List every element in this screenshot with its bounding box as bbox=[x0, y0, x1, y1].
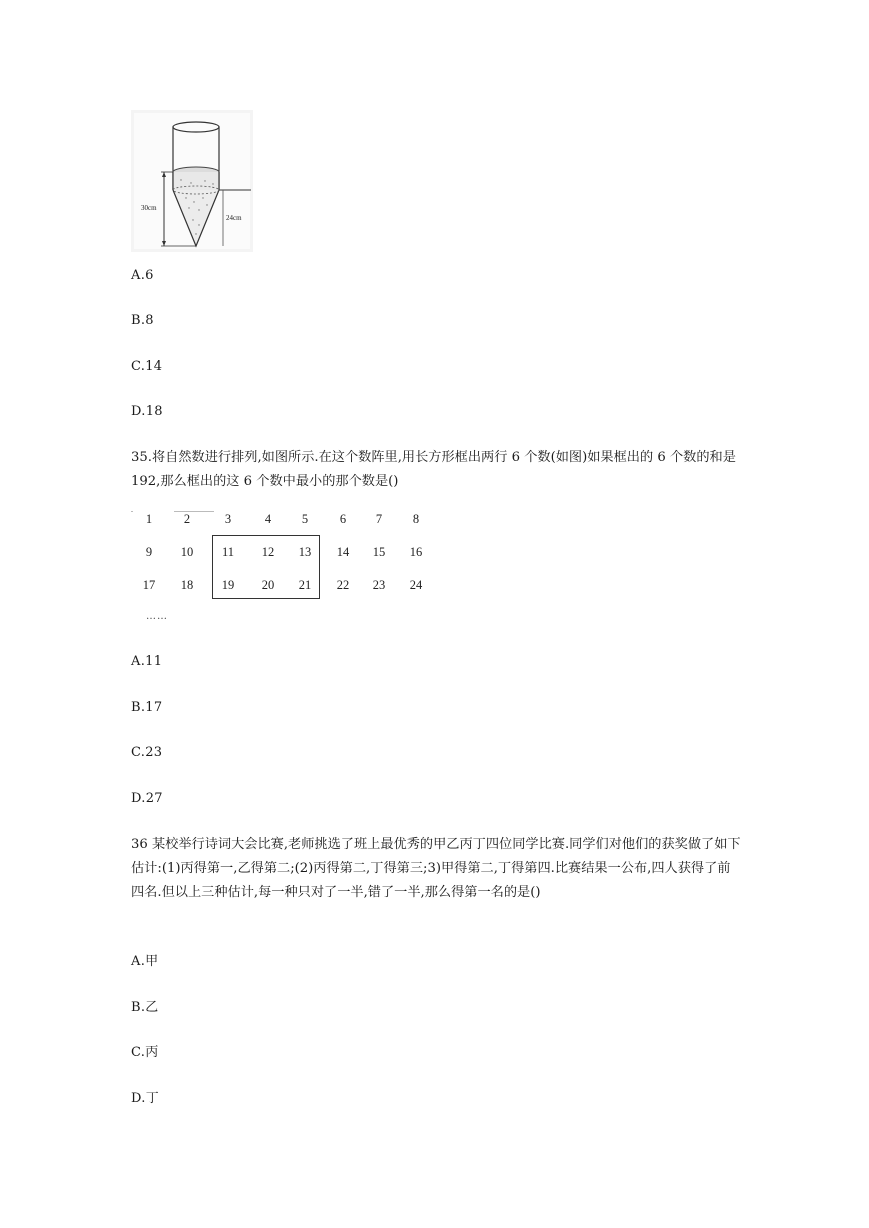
grid-cell: 5 bbox=[301, 512, 309, 526]
grid-cell: 19 bbox=[221, 578, 235, 592]
selection-rectangle bbox=[212, 535, 320, 599]
grid-cell: 2 bbox=[183, 512, 191, 526]
q35-text: 35.将自然数进行排列,如图所示.在这个数阵里,用长方形框出两行 6 个数(如图)如果框出的 6 个数的和是 192,那么框出的这 6 个数中最小的那个数是() bbox=[131, 450, 736, 489]
grid-cell: 21 bbox=[298, 578, 312, 592]
label-30cm: 30cm bbox=[141, 204, 157, 212]
q34-option-a: A.6 bbox=[131, 268, 154, 283]
grid-cell: 13 bbox=[298, 545, 312, 559]
grid-cell: 9 bbox=[145, 545, 153, 559]
q36-option-d: D.丁 bbox=[131, 1091, 159, 1106]
label-24cm: 24cm bbox=[226, 214, 242, 222]
grid-cell: 11 bbox=[221, 545, 235, 559]
grid-cell: 23 bbox=[372, 578, 386, 592]
grid-ellipsis: …… bbox=[146, 611, 168, 622]
grid-cell: 3 bbox=[224, 512, 232, 526]
grid-cell: 7 bbox=[375, 512, 383, 526]
q36-option-b: B.乙 bbox=[131, 1000, 159, 1015]
cylinder-cone-drawing bbox=[131, 110, 253, 252]
grid-cell: 24 bbox=[409, 578, 423, 592]
q35-option-d: D.27 bbox=[131, 791, 163, 806]
grid-cell: 14 bbox=[336, 545, 350, 559]
grid-cell: 22 bbox=[336, 578, 350, 592]
grid-cell: 15 bbox=[372, 545, 386, 559]
q36-option-c: C.丙 bbox=[131, 1045, 159, 1060]
grid-cell: 4 bbox=[264, 512, 272, 526]
q35-option-c: C.23 bbox=[131, 745, 163, 760]
q36-option-a: A.甲 bbox=[131, 954, 159, 969]
q34-option-d: D.18 bbox=[131, 404, 163, 419]
cylinder-cone-figure bbox=[131, 110, 253, 252]
q34-option-b: B.8 bbox=[131, 313, 154, 328]
q35-option-a: A.11 bbox=[131, 654, 163, 669]
q36-text: 36 某校举行诗词大会比赛,老师挑选了班上最优秀的甲乙丙丁四位同学比赛.同学们对他们的获奖做了如下估计:(1)丙得第一,乙得第二;(2)丙得第二,丁得第三;3)甲得第二,丁得第四.比赛结果一公布,四人获得了前四名.但以上三种估计,每一种只对了一半,错了一半,那么得第一名的是() bbox=[131, 837, 741, 900]
grid-cell: 18 bbox=[180, 578, 194, 592]
grid-cell: 20 bbox=[261, 578, 275, 592]
grid-cell: 6 bbox=[339, 512, 347, 526]
grid-cell: 16 bbox=[409, 545, 423, 559]
grid-cell: 10 bbox=[180, 545, 194, 559]
grid-cell: 8 bbox=[412, 512, 420, 526]
q34-option-c: C.14 bbox=[131, 359, 163, 374]
number-grid bbox=[131, 505, 441, 630]
grid-cell: 1 bbox=[145, 512, 153, 526]
grid-cell: 12 bbox=[261, 545, 275, 559]
q35-option-b: B.17 bbox=[131, 700, 163, 715]
grid-cell: 17 bbox=[142, 578, 156, 592]
